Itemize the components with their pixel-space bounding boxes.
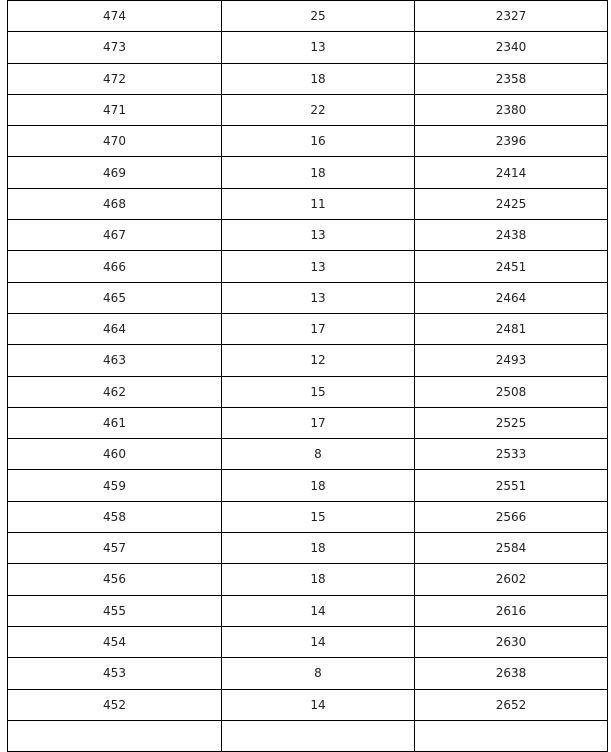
- score-table-container: [7, 0, 607, 752]
- table-cell: 22: [222, 94, 415, 125]
- table-cell: 452: [8, 689, 222, 720]
- table-row: [8, 63, 608, 94]
- table-cell: 2508: [415, 376, 608, 407]
- table-cell: 2616: [415, 595, 608, 626]
- table-row: [8, 439, 608, 470]
- table-row: [8, 313, 608, 344]
- table-cell: 15: [222, 376, 415, 407]
- table-cell: 14: [222, 626, 415, 657]
- table-row: [8, 595, 608, 626]
- table-cell: 458: [8, 501, 222, 532]
- table-cell: 459: [8, 470, 222, 501]
- table-cell: 473: [8, 32, 222, 63]
- table-cell: [415, 720, 608, 751]
- table-cell: 8: [222, 658, 415, 689]
- table-cell: 18: [222, 533, 415, 564]
- table-cell: 453: [8, 658, 222, 689]
- table-cell: 468: [8, 188, 222, 219]
- table-cell: 13: [222, 251, 415, 282]
- table-cell: 17: [222, 313, 415, 344]
- table-cell: 2525: [415, 407, 608, 438]
- table-row: [8, 1, 608, 32]
- table-cell: 467: [8, 220, 222, 251]
- table-cell: 2533: [415, 439, 608, 470]
- table-cell: 13: [222, 282, 415, 313]
- table-row: [8, 126, 608, 157]
- table-row: [8, 501, 608, 532]
- table-cell: 2425: [415, 188, 608, 219]
- table-row: [8, 251, 608, 282]
- table-row: [8, 345, 608, 376]
- table-cell: 2551: [415, 470, 608, 501]
- table-row: [8, 157, 608, 188]
- table-cell: 15: [222, 501, 415, 532]
- table-cell: 14: [222, 595, 415, 626]
- table-cell: 2652: [415, 689, 608, 720]
- table-cell: 2602: [415, 564, 608, 595]
- table-cell: 457: [8, 533, 222, 564]
- table-cell: 2380: [415, 94, 608, 125]
- table-cell: 456: [8, 564, 222, 595]
- table-cell: 465: [8, 282, 222, 313]
- table-cell: 464: [8, 313, 222, 344]
- table-cell: 2566: [415, 501, 608, 532]
- table-cell: 18: [222, 63, 415, 94]
- table-row: [8, 220, 608, 251]
- table-row: [8, 626, 608, 657]
- table-row: [8, 564, 608, 595]
- table-cell: 18: [222, 564, 415, 595]
- table-cell: 2438: [415, 220, 608, 251]
- table-row: [8, 658, 608, 689]
- table-cell: 469: [8, 157, 222, 188]
- table-row: [8, 533, 608, 564]
- table-cell: 14: [222, 689, 415, 720]
- table-cell: 2358: [415, 63, 608, 94]
- table-cell: 2584: [415, 533, 608, 564]
- table-cell: 12: [222, 345, 415, 376]
- table-cell: 2481: [415, 313, 608, 344]
- table-cell: 470: [8, 126, 222, 157]
- table-cell: 2638: [415, 658, 608, 689]
- table-cell: 454: [8, 626, 222, 657]
- table-cell: 2396: [415, 126, 608, 157]
- table-cell: 461: [8, 407, 222, 438]
- table-row: [8, 720, 608, 751]
- table-cell: 8: [222, 439, 415, 470]
- table-cell: 2464: [415, 282, 608, 313]
- table-cell: 25: [222, 1, 415, 32]
- table-cell: 460: [8, 439, 222, 470]
- table-cell: 13: [222, 220, 415, 251]
- table-row: [8, 689, 608, 720]
- table-row: [8, 94, 608, 125]
- table-row: [8, 470, 608, 501]
- table-body: [8, 1, 608, 752]
- score-table: [7, 0, 608, 752]
- table-row: [8, 407, 608, 438]
- table-cell: 462: [8, 376, 222, 407]
- table-cell: 18: [222, 470, 415, 501]
- table-cell: 18: [222, 157, 415, 188]
- table-cell: [222, 720, 415, 751]
- table-row: [8, 376, 608, 407]
- table-cell: 455: [8, 595, 222, 626]
- table-cell: 472: [8, 63, 222, 94]
- table-row: [8, 32, 608, 63]
- table-cell: 16: [222, 126, 415, 157]
- table-cell: 2340: [415, 32, 608, 63]
- table-row: [8, 188, 608, 219]
- table-row: [8, 282, 608, 313]
- table-cell: 2414: [415, 157, 608, 188]
- table-cell: 13: [222, 32, 415, 63]
- table-cell: 11: [222, 188, 415, 219]
- table-cell: 474: [8, 1, 222, 32]
- table-cell: 2327: [415, 1, 608, 32]
- table-cell: 463: [8, 345, 222, 376]
- table-cell: 466: [8, 251, 222, 282]
- table-cell: [8, 720, 222, 751]
- table-cell: 2493: [415, 345, 608, 376]
- table-cell: 2630: [415, 626, 608, 657]
- table-cell: 17: [222, 407, 415, 438]
- table-cell: 2451: [415, 251, 608, 282]
- table-cell: 471: [8, 94, 222, 125]
